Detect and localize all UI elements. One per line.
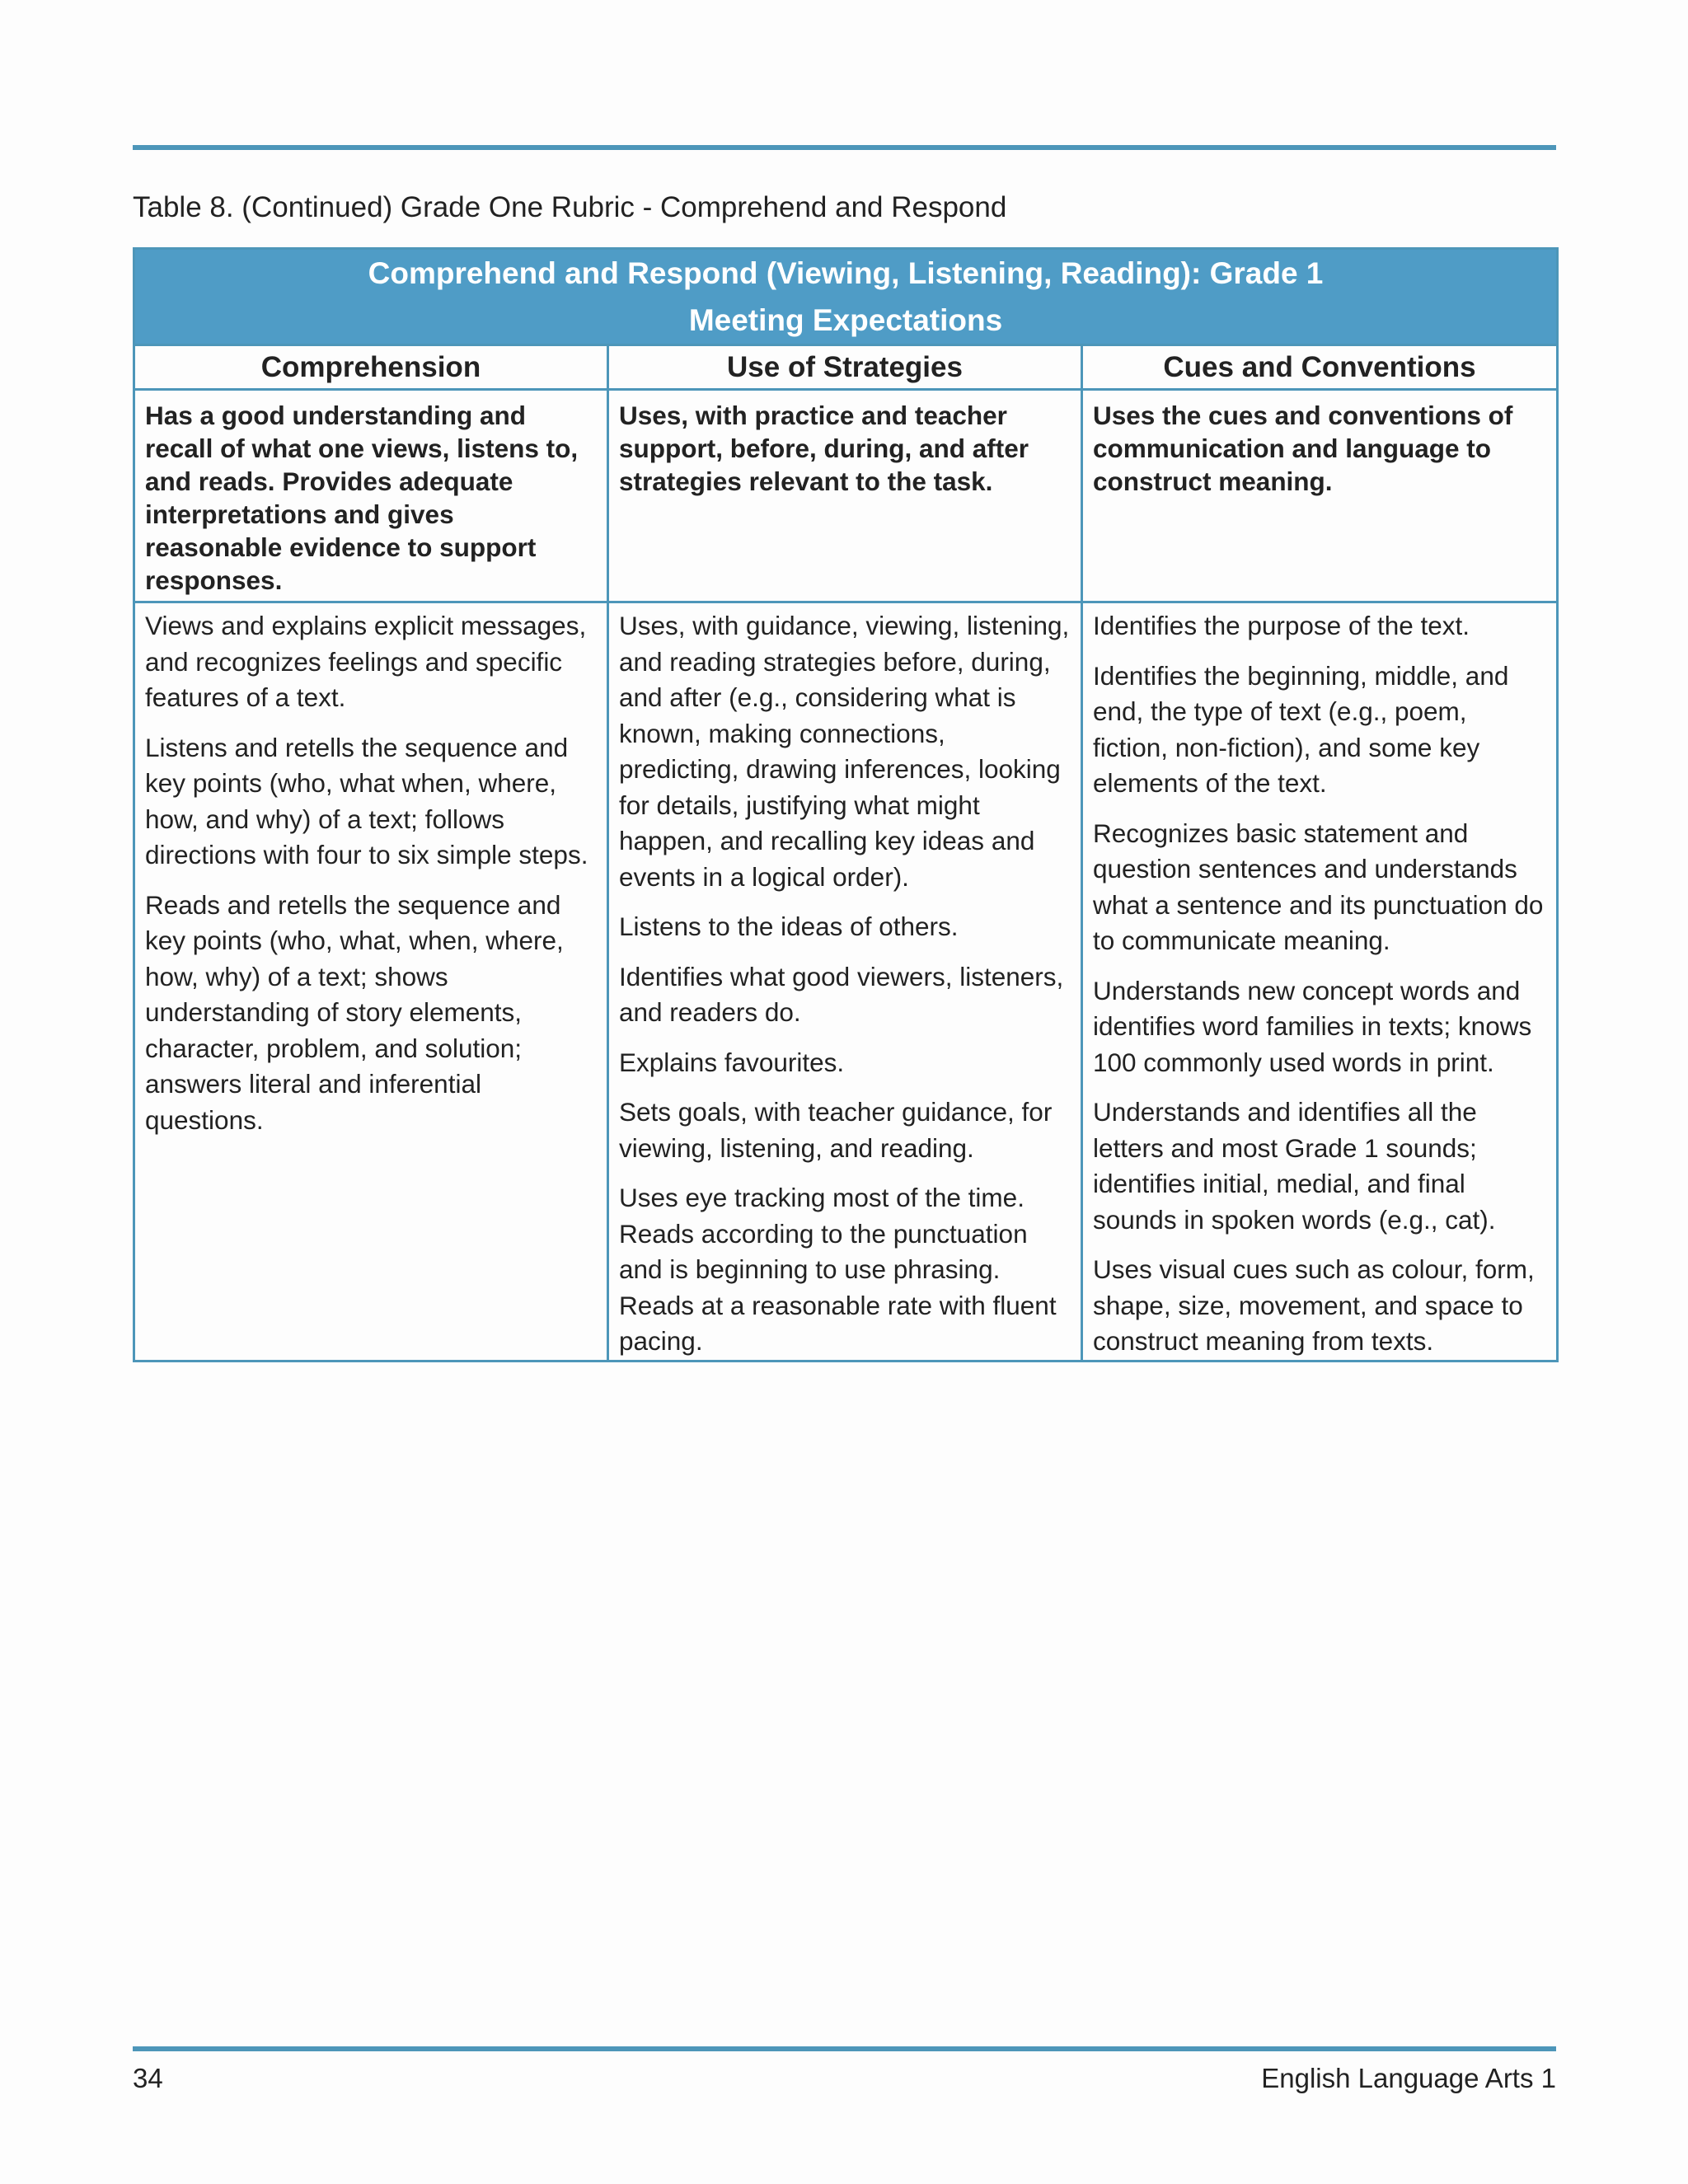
detail-item: Uses eye tracking most of the time. Reads according to the punctuation and is beginning to use phrasing. Reads at a reasonable rate with fluent pacing. [619,1183,1057,1356]
detail-item: Listens and retells the sequence and key points (who, what when, where, how, and why) of a text; follows directions with four to six simple steps. [145,732,588,869]
footer-title: English Language Arts 1 [1261,2063,1556,2093]
summary-use-of-strategies: Uses, with practice and teacher support, before, during, and after strategies relevant to the task. [608,390,1082,602]
detail-item: Recognizes basic statement and question sentences and understands what a sentence and its punctuation do to communicate meaning. [1093,818,1544,955]
detail-item: Listens to the ideas of others. [619,912,959,941]
bottom-rule [133,2046,1556,2051]
detail-row [134,602,1558,1361]
detail-item: Understands new concept words and identifies word families in texts; knows 100 commonly used words in print. [1093,975,1532,1077]
column-header-use-of-strategies: Use of Strategies [608,345,1082,390]
detail-item: Identifies the beginning, middle, and end, the type of text (e.g., poem, fiction, non-fiction), and some key elements of the text. [1093,660,1509,798]
column-header-comprehension: Comprehension [134,345,608,390]
summary-comprehension: Has a good understanding and recall of what one views, listens to, and reads. Provides adequate interpretations and gives reasonable evidence to support responses. [134,390,608,602]
rubric-table [133,247,1559,1362]
column-header-cues-and-conventions: Cues and Conventions [1082,345,1558,390]
detail-item: Identifies the purpose of the text. [1093,611,1470,640]
detail-item: Identifies what good viewers, listeners, and readers do. [619,961,1064,1027]
detail-item: Reads and retells the sequence and key points (who, what, when, where, how, why) of a text; shows understanding of story elements, character, problem, and solution; answers literal and inferential questions. [145,889,564,1135]
summary-cues-and-conventions: Uses the cues and conventions of communication and language to construct meaning. [1082,390,1558,602]
detail-item: Uses, with guidance, viewing, listening, and reading strategies before, during, and after (e.g., considering what is known, making connections, predicting, drawing inferences, looking for details, justifying what might happen, and recalling key ideas and events in a logical order). [619,611,1070,892]
table-subtitle: Meeting Expectations [688,303,1003,337]
detail-cues-and-conventions [1082,602,1558,1361]
table-title-cell [134,249,1558,345]
detail-item: Views and explains explicit messages, and recognizes feelings and specific features of a text. [145,611,587,712]
page-number: 34 [133,2063,163,2093]
table-title-row [134,249,1558,345]
detail-item: Uses visual cues such as colour, form, shape, size, movement, and space to construct meaning from texts. [1093,1254,1535,1356]
top-rule [133,145,1556,150]
detail-item: Sets goals, with teacher guidance, for viewing, listening, and reading. [619,1097,1053,1163]
detail-comprehension [134,602,608,1361]
summary-row [134,390,1558,602]
detail-use-of-strategies [608,602,1082,1361]
column-header-row [134,345,1558,390]
table-title: Comprehend and Respond (Viewing, Listening, Reading): Grade 1 [368,256,1324,290]
detail-item: Explains favourites. [619,1047,845,1077]
table-caption: Table 8. (Continued) Grade One Rubric - Comprehend and Respond [133,191,1007,223]
detail-item: Understands and identifies all the letters and most Grade 1 sounds; identifies initial, medial, and final sounds in spoken words (e.g., cat). [1093,1097,1496,1235]
